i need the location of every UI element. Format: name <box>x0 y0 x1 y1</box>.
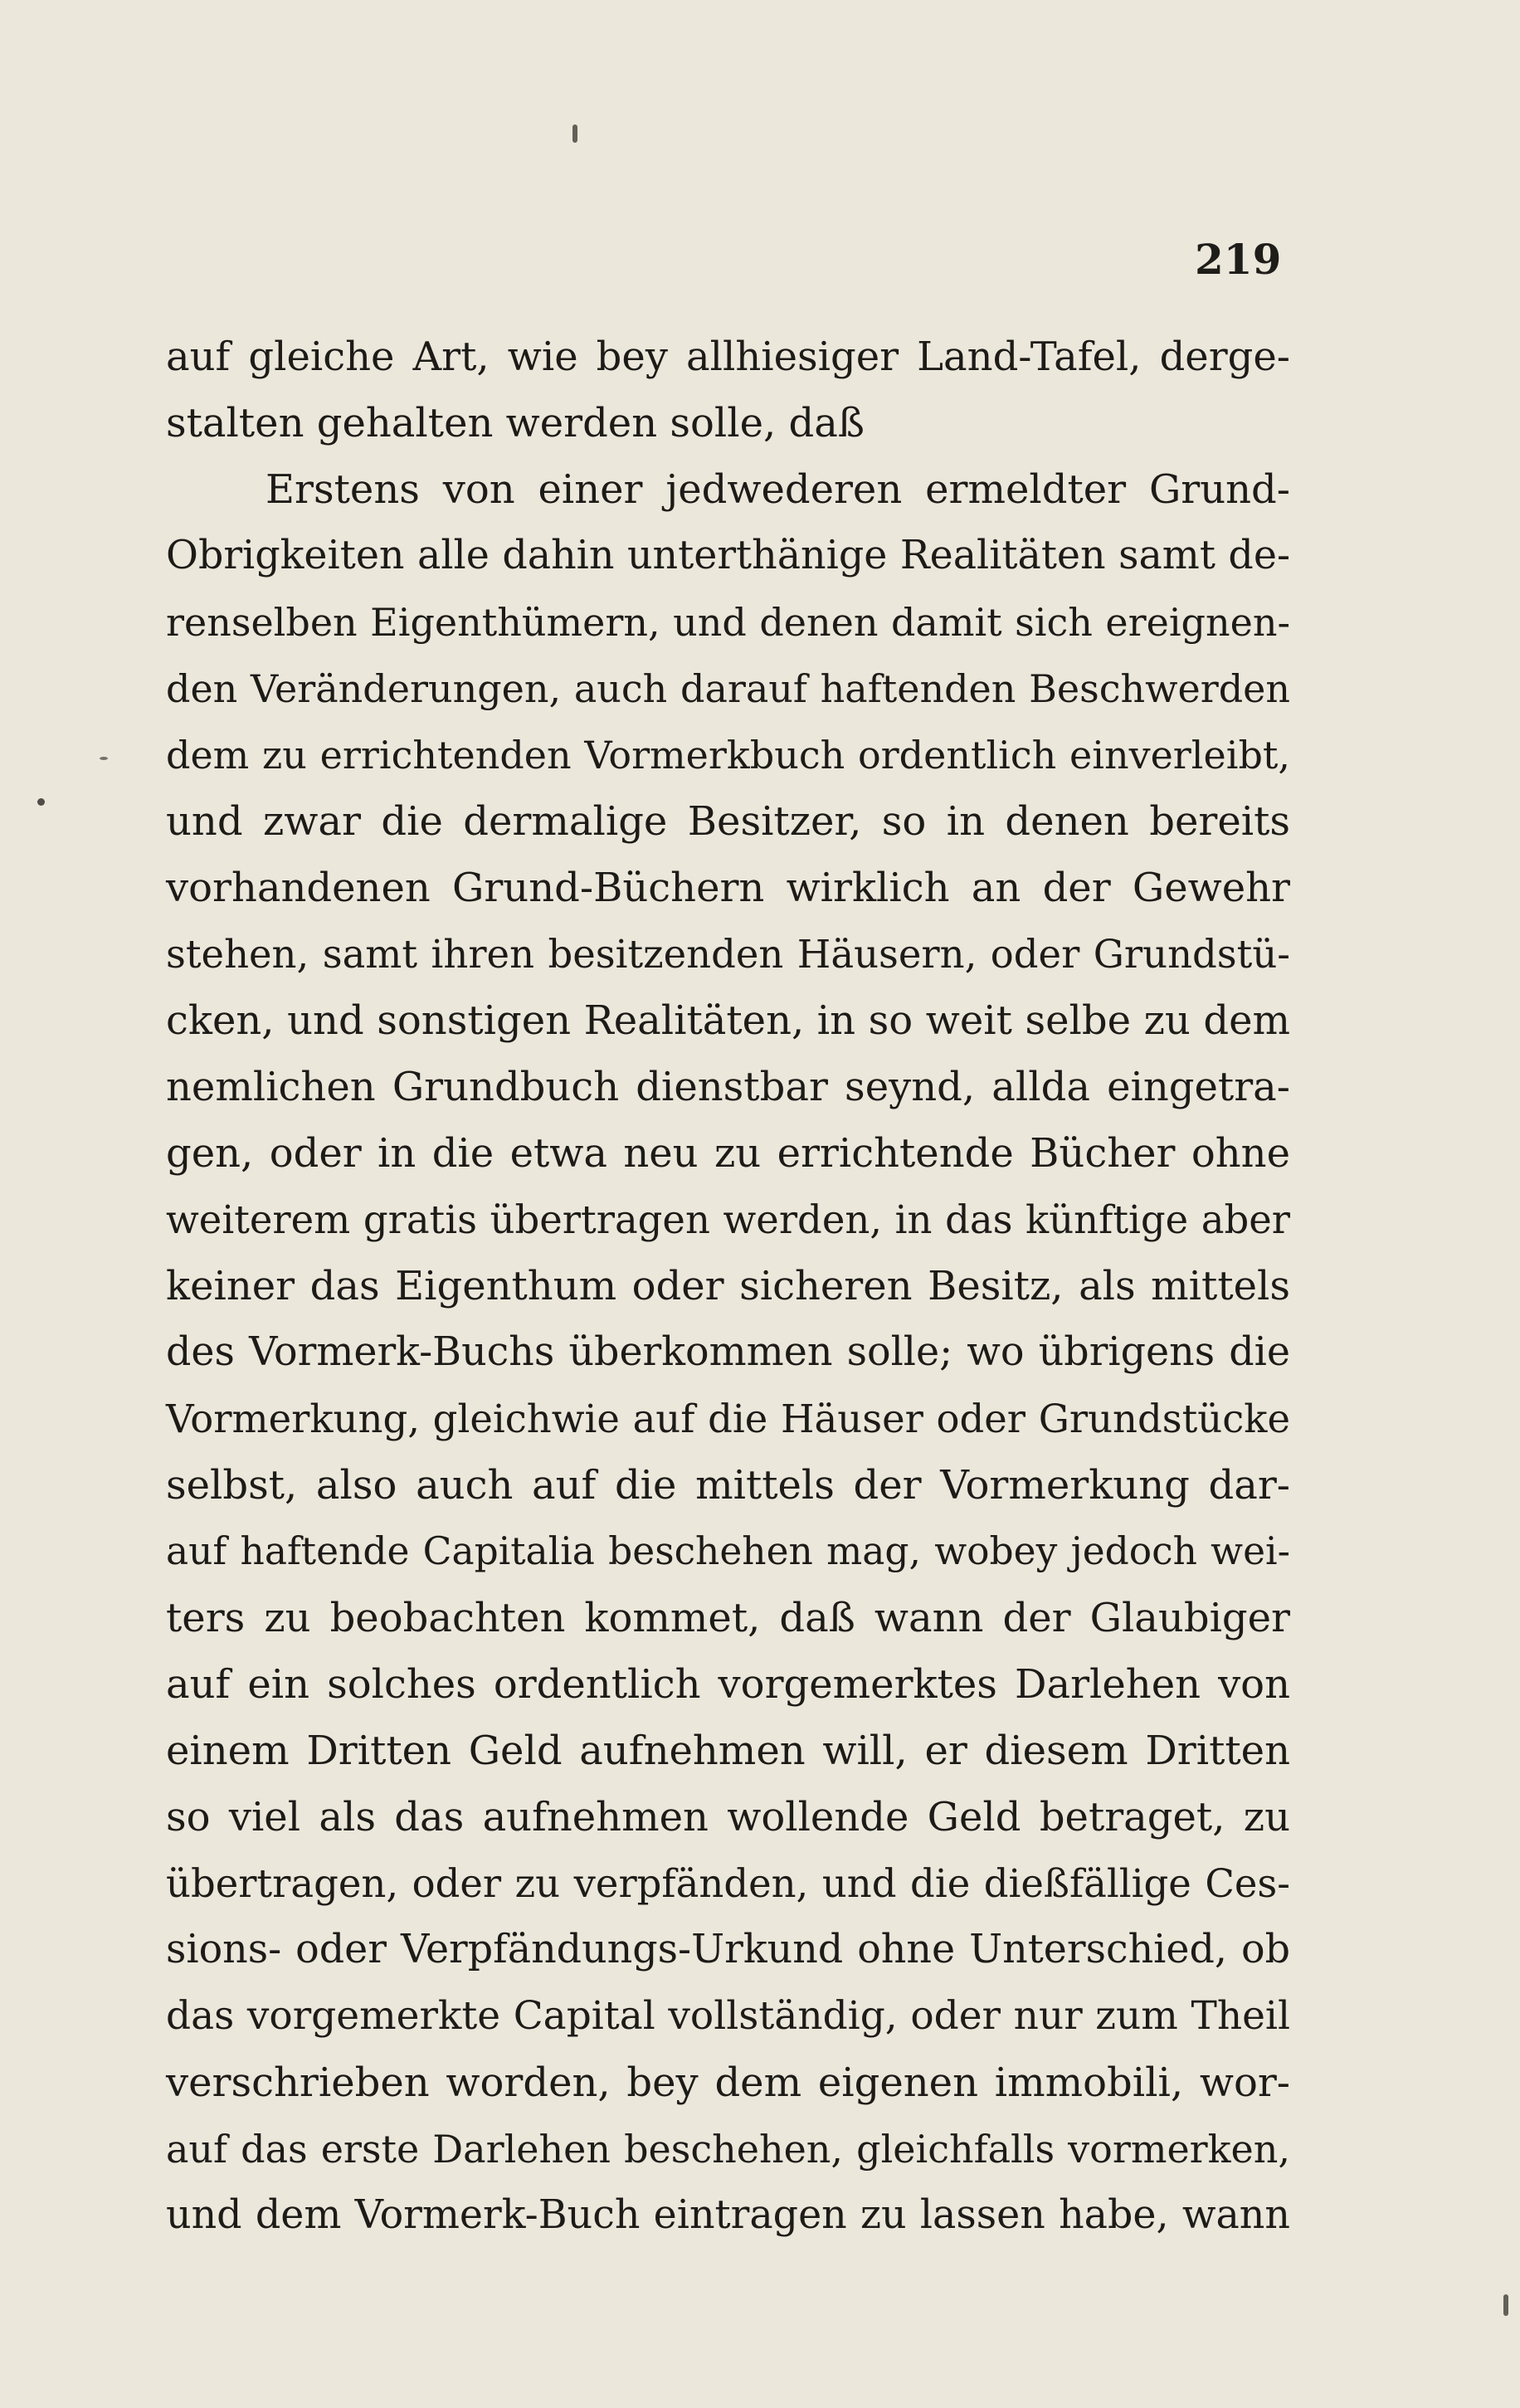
text-line: sions- oder Verpfändungs-Urkund ohne Unterschied, ob <box>166 1927 1290 1972</box>
text-line: cken, und sonstigen Realitäten, in so weit selbe zu dem <box>166 997 1290 1044</box>
text-line: den Veränderungen, auch darauf haftenden Beschwerden <box>166 666 1290 711</box>
text-line: Vormerkung, gleichwie auf die Häuser oder Grundstücke <box>166 1397 1290 1441</box>
text-line: und zwar die dermalige Besitzer, so in denen bereits <box>166 798 1290 845</box>
text-line: verschrieben worden, bey dem eigenen immobili, wor- <box>166 2059 1290 2106</box>
text-line: stalten gehalten werden solle, daß <box>166 400 865 446</box>
text-line: selbst, also auch auf die mittels der Vormerkung dar- <box>166 1462 1290 1509</box>
text-line: und dem Vormerk-Buch eintragen zu lassen habe, wann <box>166 2192 1290 2238</box>
text-line: weiterem gratis übertragen werden, in das künftige aber <box>166 1197 1290 1242</box>
ink-speck <box>100 757 108 760</box>
text-line: renselben Eigenthümern, und denen damit sich ereignen- <box>166 600 1290 645</box>
text-line: nemlichen Grundbuch dienstbar seynd, allda eingetra- <box>166 1064 1290 1110</box>
text-line: einem Dritten Geld aufnehmen will, er diesem Dritten <box>166 1728 1290 1774</box>
body-text <box>166 324 1290 2249</box>
page-number: 219 <box>1195 235 1282 284</box>
ink-speck <box>37 798 45 806</box>
text-line: Obrigkeiten alle dahin unterthänige Realitäten samt de- <box>166 533 1290 578</box>
text-line: übertragen, oder zu verpfänden, und die dießfällige Ces- <box>166 1861 1290 1906</box>
ink-speck <box>572 124 577 143</box>
text-line: ters zu beobachten kommet, daß wann der Glaubiger <box>166 1595 1290 1641</box>
text-line: keiner das Eigenthum oder sicheren Besitz, als mittels <box>166 1263 1290 1309</box>
text-line: des Vormerk-Buchs überkommen solle; wo übrigens die <box>166 1329 1290 1375</box>
text-line: stehen, samt ihren besitzenden Häusern, oder Grundstü- <box>166 932 1290 977</box>
ink-speck <box>1503 2294 1508 2316</box>
text-line: auf gleiche Art, wie bey allhiesiger Land-Tafel, derge- <box>166 334 1290 380</box>
text-line: vorhandenen Grund-Büchern wirklich an der Gewehr <box>166 865 1290 911</box>
text-line: Erstens von einer jedwederen ermeldter Grund- <box>266 466 1290 513</box>
text-line: auf haftende Capitalia beschehen mag, wobey jedoch wei- <box>166 1529 1290 1573</box>
text-line: das vorgemerkte Capital vollständig, oder nur zum Theil <box>166 1993 1290 2039</box>
text-line: gen, oder in die etwa neu zu errichtende Bücher ohne <box>166 1130 1290 1177</box>
text-line: auf das erste Darlehen beschehen, gleichfalls vormerken, <box>166 2127 1290 2172</box>
text-line: so viel als das aufnehmen wollende Geld betraget, zu <box>166 1794 1290 1840</box>
text-line: dem zu errichtenden Vormerkbuch ordentlich einverleibt, <box>166 733 1290 777</box>
text-line: auf ein solches ordentlich vorgemerktes Darlehen von <box>166 1661 1290 1708</box>
